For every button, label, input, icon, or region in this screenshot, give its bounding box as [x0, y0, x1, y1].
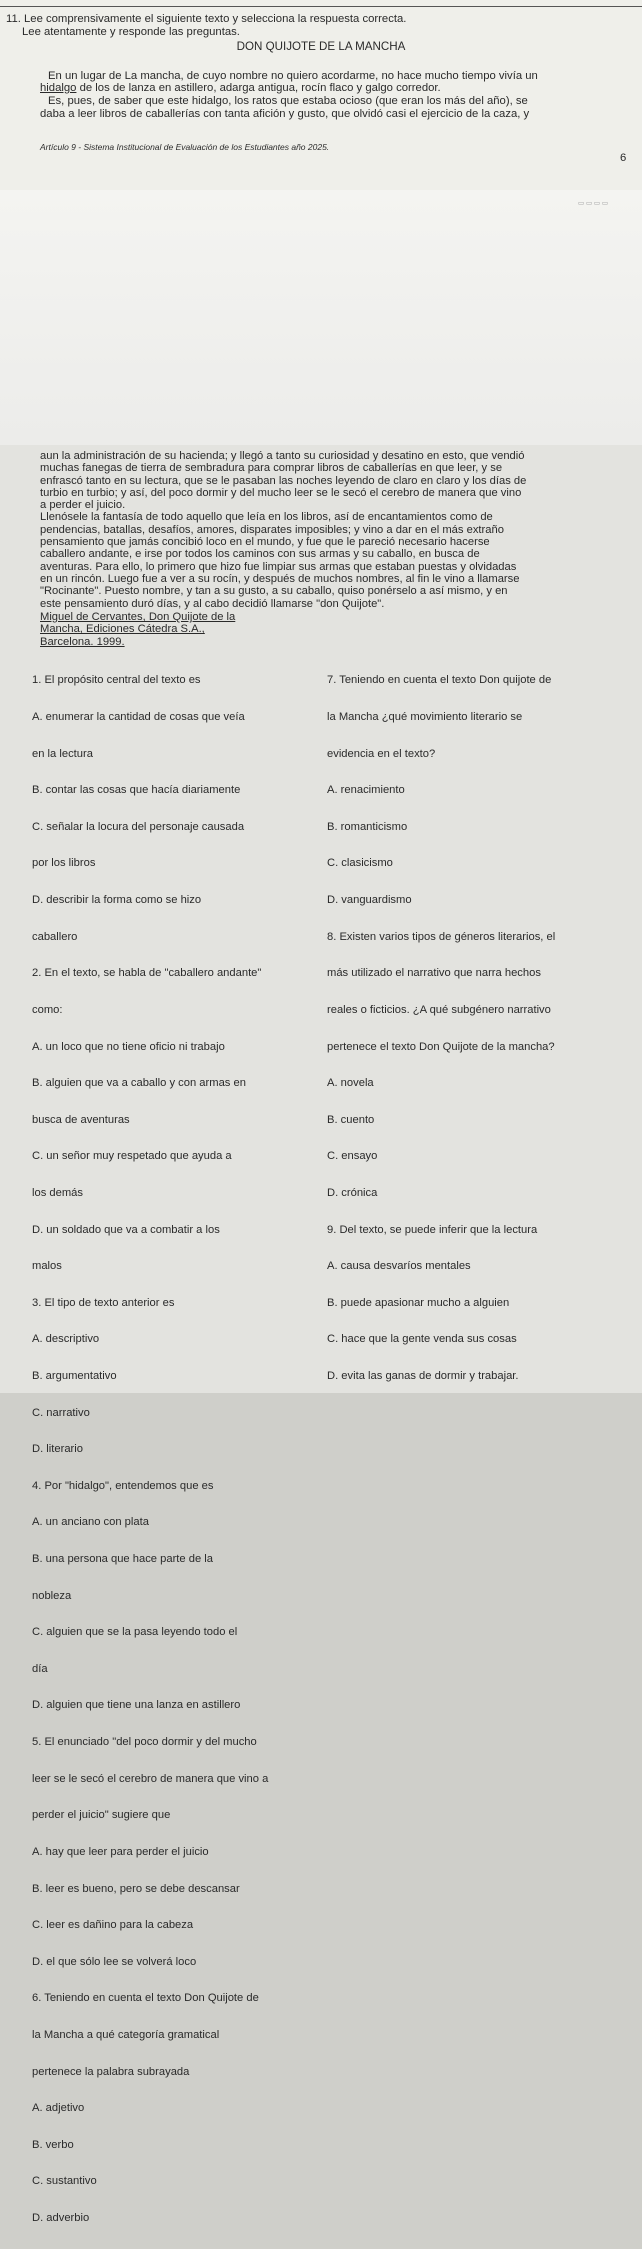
question-line: B. cuento	[327, 1113, 375, 1126]
blank-page-area	[0, 190, 642, 445]
question-line: pertenece el texto Don Quijote de la mancha?	[327, 1040, 555, 1053]
question-line: 4. Por "hidalgo", entendemos que es	[32, 1479, 214, 1492]
question-line: B. puede apasionar mucho a alguien	[327, 1296, 510, 1309]
question-line: 9. Del texto, se puede inferir que la lectura	[327, 1223, 538, 1236]
question-line: C. un señor muy respetado que ayuda a	[32, 1150, 232, 1163]
passage-line: En un lugar de La mancha, de cuyo nombre no quiero acordarme, no hace mucho tiempo vivía un	[48, 70, 538, 82]
story-title: DON QUIJOTE DE LA MANCHA	[236, 40, 406, 53]
question-line: D. literario	[32, 1443, 83, 1456]
question-line: B. una persona que hace parte de la	[32, 1553, 213, 1566]
passage-continuation	[40, 450, 526, 610]
passage-line: aun la administración de su hacienda; y llegó a tanto su curiosidad y desatino en esto, que vendió	[40, 450, 525, 462]
question-line: 1. El propósito central del texto es	[32, 674, 201, 687]
question-line: 7. Teniendo en cuenta el texto Don quijote de	[327, 674, 552, 687]
question-line: 3. El tipo de texto anterior es	[32, 1296, 175, 1309]
sub-instruction: Lee atentamente y responde las preguntas.	[22, 26, 240, 38]
question-line: D. vanguardismo	[327, 894, 412, 907]
question-line: como:	[32, 1003, 63, 1016]
question-line: en la lectura	[32, 747, 93, 760]
question-line: 6. Teniendo en cuenta el texto Don Quijote de	[32, 1992, 259, 2005]
passage-line: en un rincón. Luego fue a ver a su rocín, y después de muchos nombres, al fin le vino a llamarse	[40, 572, 520, 585]
question-line: C. leer es dañino para la cabeza	[32, 1919, 194, 1932]
question-line: día	[32, 1662, 48, 1675]
question-line: leer se le secó el cerebro de manera que vino a	[32, 1772, 269, 1785]
question-line: caballero	[32, 930, 78, 943]
questions-left-column	[32, 650, 268, 2249]
question-line: A. hay que leer para perder el juicio	[32, 1845, 209, 1858]
question-line: los demás	[32, 1186, 83, 1199]
top-page-section	[0, 0, 642, 190]
question-line: 8. Existen varios tipos de géneros literarios, el	[327, 930, 556, 943]
bottom-page-section	[0, 445, 642, 2224]
question-line: A. un loco que no tiene oficio ni trabajo	[32, 1040, 225, 1053]
question-line: B. romanticismo	[327, 820, 408, 833]
underlined-word: hidalgo	[40, 82, 77, 94]
faint-mark: ▭ ▭ ▭ ▭	[578, 200, 608, 207]
question-line: C. señalar la locura del personaje causada	[32, 820, 245, 833]
question-line: C. clasicismo	[327, 857, 393, 870]
citation-line: Miguel de Cervantes, Don Quijote de la	[40, 611, 236, 623]
passage-line: enfrascó tanto en su lectura, que se le pasaban las noches leyendo de claro en claro y los días de	[40, 474, 527, 487]
passage-line: turbio en turbio; y así, del poco dormir y del mucho leer se le secó el cerebro de manera que vino	[40, 486, 522, 499]
question-line: la Mancha a qué categoría gramatical	[32, 2028, 220, 2041]
passage-line: aventuras. Para ello, lo primero que hizo fue limpiar sus armas que estaban puestas y olvidadas	[40, 560, 517, 573]
question-line: la Mancha ¿qué movimiento literario se	[327, 711, 523, 724]
questions-right-column	[327, 650, 555, 1407]
question-line: B. alguien que va a caballo y con armas en	[32, 1077, 246, 1090]
question-line: D. adverbio	[32, 2212, 90, 2224]
question-line: pertenece la palabra subrayada	[32, 2065, 190, 2078]
question-line: A. enumerar la cantidad de cosas que veía	[32, 711, 245, 724]
question-line: nobleza	[32, 1589, 72, 1602]
question-line: busca de aventuras	[32, 1113, 130, 1126]
passage-line: hidalgo de los de lanza en astillero, adarga antigua, rocín flaco y galgo corredor.	[40, 82, 441, 94]
question-line: C. ensayo	[327, 1150, 378, 1163]
passage-line: Llenósele la fantasía de todo aquello que leía en los libros, así de encantamientos como de	[40, 511, 493, 524]
passage-line: Es, pues, de saber que este hidalgo, los ratos que estaba ocioso (que eran los más del año), se	[48, 95, 528, 107]
question-line: 5. El enunciado "del poco dormir y del mucho	[32, 1736, 257, 1749]
question-line: más utilizado el narrativo que narra hechos	[327, 967, 541, 980]
question-line: perder el juicio" sugiere que	[32, 1809, 171, 1822]
passage-line: pensamiento que jamás concibió loco en el mundo, y fue que le pareció necesario hacerse	[40, 536, 490, 549]
question-line: C. sustantivo	[32, 2175, 97, 2188]
question-line: B. argumentativo	[32, 1369, 117, 1382]
question-line: A. adjetivo	[32, 2102, 85, 2115]
footnote: Artículo 9 - Sistema Institucional de Evaluación de los Estudiantes año 2025.	[40, 142, 330, 152]
question-line: D. describir la forma como se hizo	[32, 894, 202, 907]
question-line: D. crónica	[327, 1186, 378, 1199]
question-line: evidencia en el texto?	[327, 747, 436, 760]
passage-line: a perder el juicio.	[40, 499, 126, 512]
question-line: C. hace que la gente venda sus cosas	[327, 1333, 517, 1346]
passage-line: este pensamiento duró días, y al cabo decidió llamarse "don Quijote".	[40, 597, 385, 610]
question-line: B. leer es bueno, pero se debe descansar	[32, 1882, 240, 1895]
citation-line: Barcelona. 1999.	[40, 635, 125, 648]
question-line: A. renacimiento	[327, 784, 405, 797]
page-number: 6	[620, 152, 627, 164]
passage-line: "Rocinante". Puesto nombre, y tan a su gusto, a su caballo, quiso ponérselo a así mismo, y en	[40, 585, 508, 598]
question-line: reales o ficticios. ¿A qué subgénero narrativo	[327, 1003, 551, 1016]
question-line: malos	[32, 1260, 62, 1273]
question-line: D. el que sólo lee se volverá loco	[32, 1955, 197, 1968]
passage-line: muchas fanegas de tierra de sembradura para comprar libros de caballerías en que leer, y se	[40, 462, 503, 475]
question-line: A. novela	[327, 1077, 374, 1090]
citation-line: Mancha, Ediciones Cátedra S.A.,	[40, 623, 205, 636]
question-line: D. evita las ganas de dormir y trabajar.	[327, 1369, 519, 1382]
question-line: B. verbo	[32, 2138, 74, 2151]
citation	[40, 611, 235, 648]
question-line: 2. En el texto, se habla de "caballero andante"	[32, 967, 262, 980]
top-rule	[0, 6, 642, 7]
question-line: A. un anciano con plata	[32, 1516, 149, 1529]
question-line: D. alguien que tiene una lanza en astillero	[32, 1699, 241, 1712]
question-line: B. contar las cosas que hacía diariamente	[32, 784, 241, 797]
question-instruction: 11. Lee comprensivamente el siguiente texto y selecciona la respuesta correcta.	[6, 13, 407, 25]
question-line: C. narrativo	[32, 1406, 90, 1419]
question-line: D. un soldado que va a combatir a los	[32, 1223, 220, 1236]
passage-line: pendencias, batallas, desafíos, amores, disparates imposibles; y vino a dar en el más extraño	[40, 523, 504, 536]
question-line: C. alguien que se la pasa leyendo todo el	[32, 1626, 238, 1639]
question-line: A. causa desvaríos mentales	[327, 1260, 471, 1273]
passage-line: caballero andante, e irse por todos los caminos con sus armas y su caballo, en busca de	[40, 548, 480, 561]
question-line: por los libros	[32, 857, 96, 870]
question-line: A. descriptivo	[32, 1333, 100, 1346]
passage-line: daba a leer libros de caballerías con tanta afición y gusto, que olvidó casi el ejercicio de la caza, y	[40, 108, 530, 120]
